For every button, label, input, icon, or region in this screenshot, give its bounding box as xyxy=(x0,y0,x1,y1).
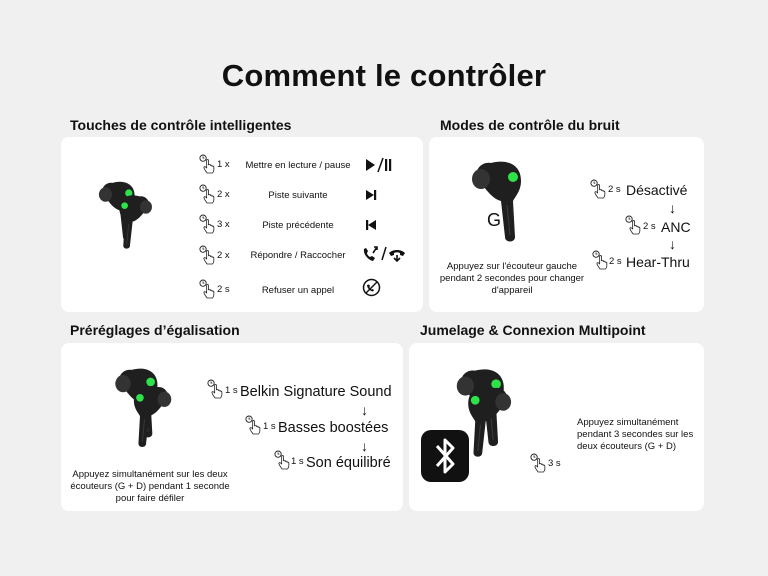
pairing-caption: Appuyez simultanément pendant 3 secondes sur les deux écouteurs (G + D) xyxy=(577,417,694,452)
decline-call-icon xyxy=(362,278,381,297)
press-count: 2 s xyxy=(217,284,230,295)
press-icon xyxy=(530,453,548,473)
press-icon xyxy=(590,179,608,199)
press-count: 2 x xyxy=(217,250,230,261)
control-label: Piste précédente xyxy=(262,220,334,231)
hold-duration: 2 s xyxy=(643,221,656,232)
smart-controls-heading: Touches de contrôle intelligentes xyxy=(70,117,292,133)
press-icon xyxy=(199,279,217,299)
hold-duration: 1 s xyxy=(263,421,276,432)
down-arrow-icon: ↓ xyxy=(669,200,676,216)
mode-hear-thru: Hear-Thru xyxy=(626,254,690,270)
preset-signature: Belkin Signature Sound xyxy=(240,384,392,400)
press-icon xyxy=(199,154,217,174)
answer-hangup-icon xyxy=(361,244,409,264)
pairing-card xyxy=(409,343,704,511)
hold-duration: 3 s xyxy=(548,458,561,469)
left-earbud-image xyxy=(463,155,539,245)
control-label: Mettre en lecture / pause xyxy=(245,160,351,171)
press-count: 1 x xyxy=(217,159,230,170)
press-count: 3 x xyxy=(217,219,230,230)
noise-caption: Appuyez sur l'écouteur gauche pendant 2 secondes pour changer d'appareil xyxy=(439,261,585,296)
press-icon xyxy=(274,450,292,470)
eq-heading: Préréglages d’égalisation xyxy=(70,322,240,338)
left-side-label: G xyxy=(487,210,502,230)
control-label: Refuser un appel xyxy=(261,285,335,296)
mode-off: Désactivé xyxy=(626,182,688,198)
press-icon xyxy=(245,415,263,435)
eq-caption: Appuyez simultanément sur les deux écouteurs (G + D) pendant 1 seconde pour faire défiler xyxy=(70,469,230,504)
press-icon xyxy=(207,379,225,399)
noise-control-heading: Modes de contrôle du bruit xyxy=(440,117,620,133)
hold-duration: 1 s xyxy=(291,456,304,467)
next-track-icon xyxy=(364,188,378,202)
earbuds-image xyxy=(77,175,182,255)
page-title: Comment le contrôler xyxy=(221,58,547,93)
down-arrow-icon: ↓ xyxy=(669,236,676,252)
mode-anc: ANC xyxy=(661,219,691,235)
previous-track-icon xyxy=(364,218,378,232)
hold-duration: 1 s xyxy=(225,385,238,396)
preset-bass: Basses boostées xyxy=(278,420,389,436)
eq-card xyxy=(61,343,403,511)
press-icon xyxy=(592,250,610,270)
down-arrow-icon: ↓ xyxy=(361,402,368,418)
hold-duration: 2 s xyxy=(608,184,621,195)
down-arrow-icon: ↓ xyxy=(361,438,368,454)
press-icon xyxy=(625,215,643,235)
play-pause-icon xyxy=(364,157,392,173)
preset-balanced: Son équilibré xyxy=(306,455,391,471)
press-icon xyxy=(199,214,217,234)
noise-control-card xyxy=(429,137,704,312)
earbuds-image xyxy=(91,363,203,451)
smart-controls-card xyxy=(61,137,423,312)
hold-duration: 2 s xyxy=(609,256,622,267)
press-icon xyxy=(199,245,217,265)
press-icon xyxy=(199,184,217,204)
bluetooth-icon xyxy=(421,430,469,482)
press-count: 2 x xyxy=(217,189,230,200)
control-label: Répondre / Raccocher xyxy=(250,250,346,261)
control-label: Piste suivante xyxy=(268,190,328,201)
pairing-heading: Jumelage & Connexion Multipoint xyxy=(420,322,646,338)
